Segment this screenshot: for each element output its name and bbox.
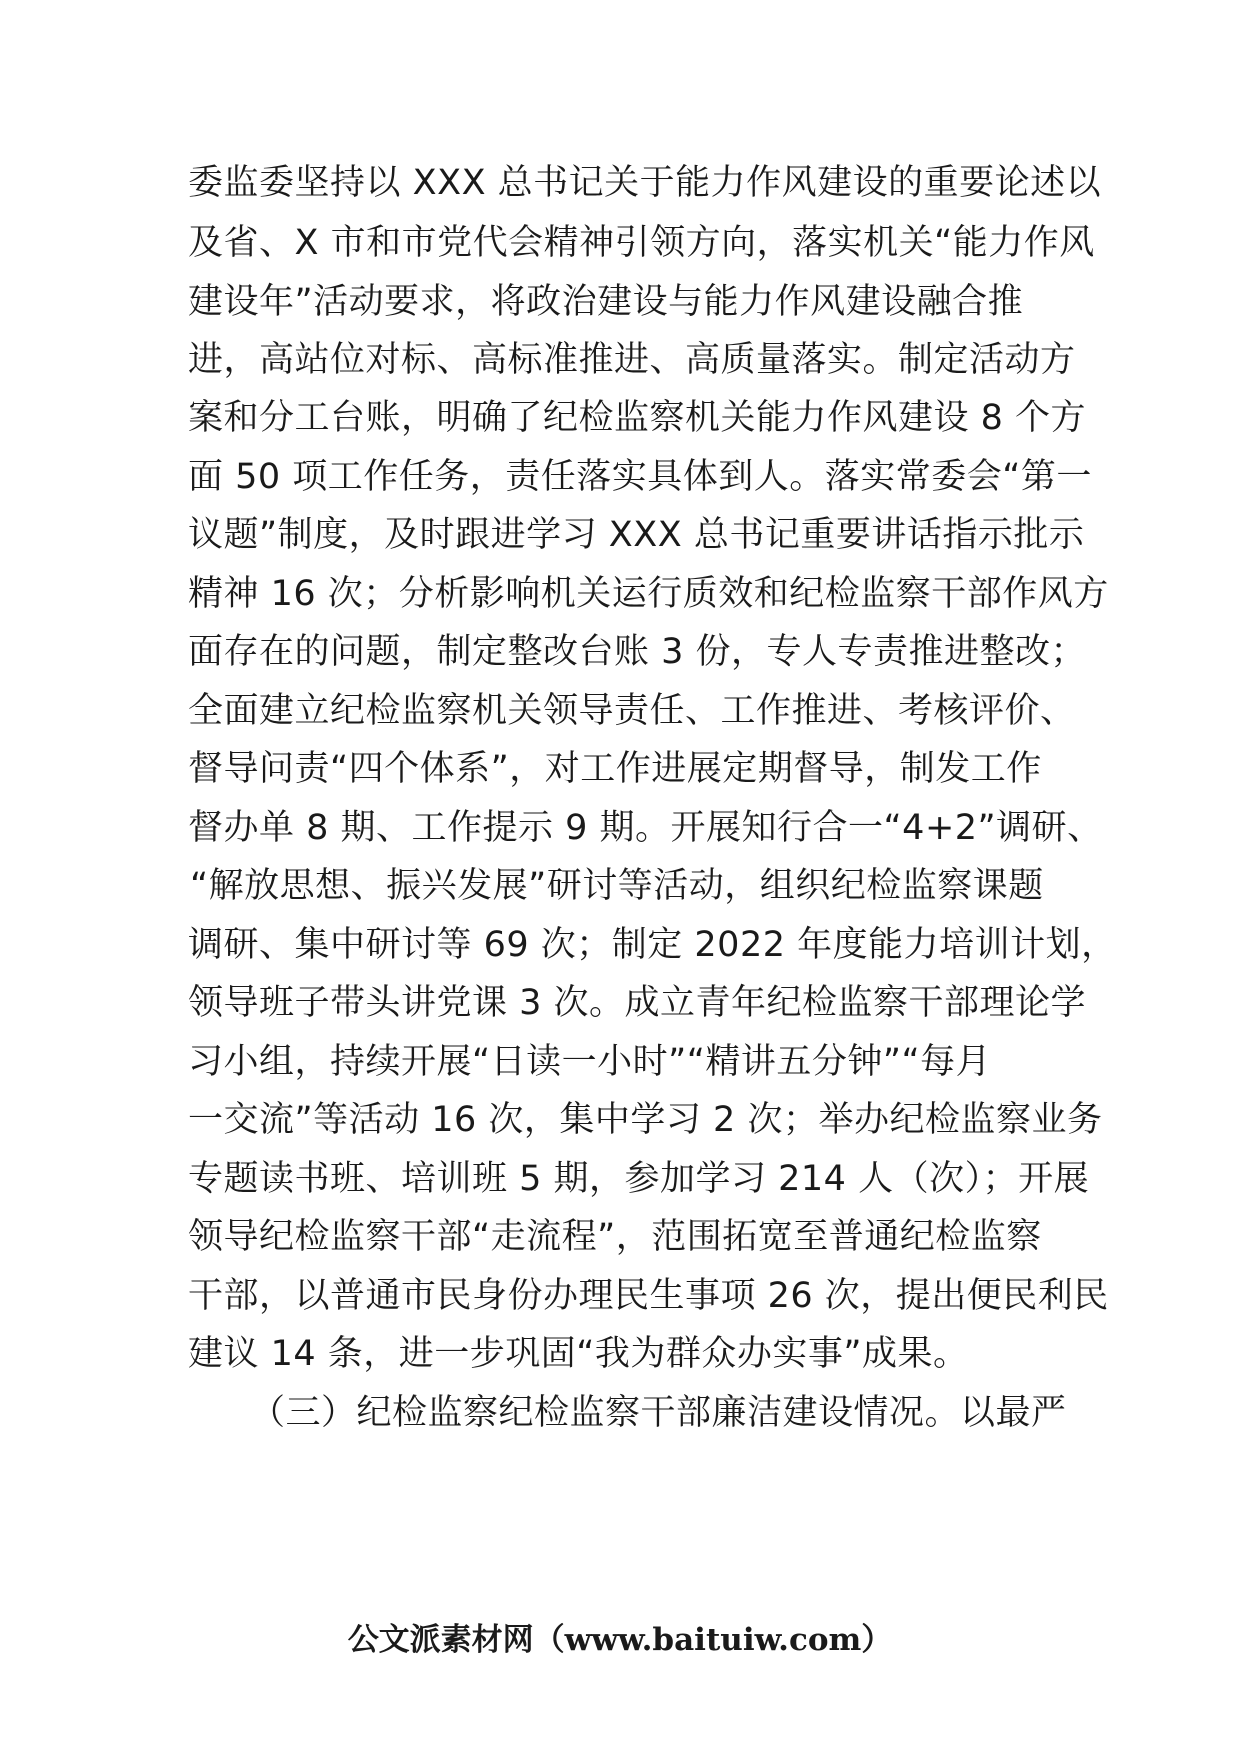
body-text-line: “解放思想、振兴发展”研讨等活动，组织纪检监察课题 (190, 866, 1044, 906)
body-text-line: 习小组，持续开展“日读一小时”“精讲五分钟”“每月 (188, 1042, 992, 1082)
body-text-line: 一交流”等活动 16 次，集中学习 2 次；举办纪检监察业务 (188, 1100, 1103, 1140)
body-text-line: 案和分工台账，明确了纪检监察机关能力作风建设 8 个方 (188, 398, 1087, 438)
body-text-line: 干部，以普通市民身份办理民生事项 26 次，提出便民利民 (188, 1276, 1109, 1316)
body-text-line: 领导班子带头讲党课 3 次。成立青年纪检监察干部理论学 (188, 983, 1087, 1023)
body-text-line: 调研、集中研讨等 69 次；制定 2022 年度能力培训计划， (188, 925, 1117, 965)
body-text-line: 议题”制度，及时跟进学习 XXX 总书记重要讲话指示批示 (188, 515, 1085, 555)
body-text-line: 精神 16 次；分析影响机关运行质效和纪检监察干部作风方 (188, 574, 1109, 614)
body-text-line: 进，高站位对标、高标准推进、高质量落实。制定活动方 (188, 340, 1076, 380)
body-text-line: 面 50 项工作任务，责任落实具体到人。落实常委会“第一 (188, 457, 1092, 497)
body-text-line: 领导纪检监察干部“走流程”，范围拓宽至普通纪检监察 (188, 1217, 1042, 1257)
body-text-line: 及省、X 市和市党代会精神引领方向，落实机关“能力作风 (188, 223, 1095, 263)
body-text-line: 督办单 8 期、工作提示 9 期。开展知行合一“4+2”调研、 (188, 808, 1103, 848)
body-text-line: 面存在的问题，制定整改台账 3 份，专人专责推进整改； (188, 632, 1087, 672)
section-heading-line: （三）纪检监察纪检监察干部廉洁建设情况。以最严 (250, 1393, 1067, 1433)
body-text-line: 建设年”活动要求，将政治建设与能力作风建设融合推 (188, 282, 1024, 322)
body-text-line: 全面建立纪检监察机关领导责任、工作推进、考核评价、 (188, 691, 1076, 731)
body-text-line: 委监委坚持以 XXX 总书记关于能力作风建设的重要论述以 (188, 163, 1102, 203)
body-text-line: 建议 14 条，进一步巩固“我为群众办实事”成果。 (188, 1334, 969, 1374)
footer-watermark: 公文派素材网（www.baituiw.com） (347, 1622, 893, 1658)
body-text-line: 专题读书班、培训班 5 期，参加学习 214 人（次）；开展 (188, 1159, 1090, 1199)
body-text-line: 督导问责“四个体系”，对工作进展定期督导，制发工作 (188, 749, 1042, 789)
